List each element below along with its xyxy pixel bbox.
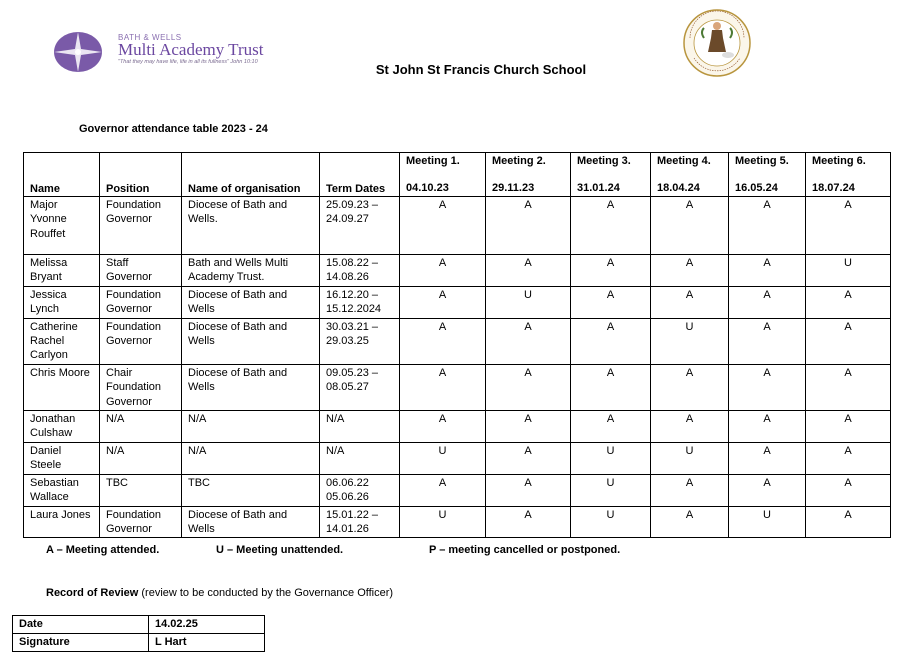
governor-term-dates: 15.01.22 – 14.01.26: [320, 506, 400, 538]
attendance-cell: U: [571, 442, 651, 474]
attendance-cell: A: [400, 197, 486, 255]
governor-position: Foundation Governor: [100, 318, 182, 364]
governor-name: Melissa Bryant: [24, 255, 100, 287]
legend-cancelled: P – meeting cancelled or postponed.: [429, 544, 621, 556]
meeting-date: 31.01.24: [577, 182, 620, 195]
attendance-cell: A: [571, 364, 651, 410]
attendance-cell: A: [400, 318, 486, 364]
attendance-cell: A: [729, 318, 806, 364]
header-name: Name: [24, 153, 100, 197]
governor-name: Major Yvonne Rouffet: [24, 197, 100, 255]
attendance-cell: U: [806, 255, 891, 287]
meeting-date: 16.05.24: [735, 182, 778, 195]
legend-unattended: U – Meeting unattended.: [216, 544, 344, 556]
attendance-cell: A: [571, 286, 651, 318]
header-position: Position: [100, 153, 182, 197]
attendance-cell: A: [651, 474, 729, 506]
governor-position: Chair Foundation Governor: [100, 364, 182, 410]
attendance-cell: A: [806, 286, 891, 318]
meeting-date: 18.07.24: [812, 182, 855, 195]
attendance-cell: A: [651, 411, 729, 443]
attendance-cell: A: [729, 474, 806, 506]
table-row: [24, 411, 891, 443]
attendance-cell: U: [651, 318, 729, 364]
meeting-date: 29.11.23: [492, 182, 535, 195]
attendance-cell: A: [651, 255, 729, 287]
school-title: St John St Francis Church School: [375, 62, 587, 77]
date-value: 14.02.25: [149, 616, 265, 634]
trust-logo-line1: BATH & WELLS: [118, 33, 182, 42]
attendance-cell: A: [486, 506, 571, 538]
governor-term-dates: 25.09.23 – 24.09.27: [320, 197, 400, 255]
trust-logo-name: Multi Academy Trust: [118, 40, 264, 59]
governor-term-dates: 06.06.22 05.06.26: [320, 474, 400, 506]
governor-name: Daniel Steele: [24, 442, 100, 474]
meeting-label: Meeting 2.: [492, 155, 546, 167]
attendance-cell: A: [400, 286, 486, 318]
record-of-review: [46, 587, 393, 599]
header-term-dates: Term Dates: [320, 153, 400, 197]
attendance-cell: U: [729, 506, 806, 538]
attendance-cell: A: [806, 318, 891, 364]
governor-name: Jonathan Culshaw: [24, 411, 100, 443]
header-meeting-2: [486, 153, 571, 197]
governor-name: Catherine Rachel Carlyon: [24, 318, 100, 364]
attendance-cell: A: [651, 506, 729, 538]
attendance-cell: A: [729, 442, 806, 474]
governor-position: TBC: [100, 474, 182, 506]
governor-term-dates: 09.05.23 – 08.05.27: [320, 364, 400, 410]
meeting-date: 04.10.23: [406, 182, 449, 195]
attendance-cell: A: [806, 197, 891, 255]
governor-term-dates: 30.03.21 – 29.03.25: [320, 318, 400, 364]
header-meeting-3: [571, 153, 651, 197]
governor-organisation: N/A: [182, 411, 320, 443]
table-row: [24, 474, 891, 506]
attendance-cell: A: [806, 364, 891, 410]
attendance-cell: A: [651, 286, 729, 318]
attendance-cell: U: [571, 506, 651, 538]
meeting-date: 18.04.24: [657, 182, 700, 195]
meeting-label: Meeting 5.: [735, 155, 789, 167]
attendance-cell: A: [729, 286, 806, 318]
governor-term-dates: 15.08.22 – 14.08.26: [320, 255, 400, 287]
header-meeting-5: [729, 153, 806, 197]
header-meeting-6: [806, 153, 891, 197]
governor-position: Staff Governor: [100, 255, 182, 287]
attendance-cell: A: [400, 411, 486, 443]
meeting-label: Meeting 1.: [406, 155, 460, 167]
attendance-cell: A: [486, 442, 571, 474]
meeting-label: Meeting 3.: [577, 155, 631, 167]
governor-term-dates: N/A: [320, 442, 400, 474]
governor-organisation: Diocese of Bath and Wells: [182, 506, 320, 538]
attendance-cell: U: [400, 506, 486, 538]
attendance-cell: A: [486, 318, 571, 364]
governor-organisation: Bath and Wells Multi Academy Trust.: [182, 255, 320, 287]
governor-position: N/A: [100, 411, 182, 443]
governor-organisation: Diocese of Bath and Wells: [182, 286, 320, 318]
attendance-cell: A: [400, 474, 486, 506]
signoff-row-date: [13, 616, 265, 634]
attendance-table: [23, 152, 891, 538]
table-row: [24, 286, 891, 318]
governor-term-dates: 16.12.20 – 15.12.2024: [320, 286, 400, 318]
header-meeting-1: [400, 153, 486, 197]
meeting-label: Meeting 4.: [657, 155, 711, 167]
governor-organisation: Diocese of Bath and Wells.: [182, 197, 320, 255]
attendance-cell: U: [400, 442, 486, 474]
governor-position: N/A: [100, 442, 182, 474]
table-row: [24, 318, 891, 364]
governor-organisation: TBC: [182, 474, 320, 506]
attendance-cell: A: [571, 411, 651, 443]
governor-position: Foundation Governor: [100, 197, 182, 255]
governor-organisation: Diocese of Bath and Wells: [182, 364, 320, 410]
table-title: Governor attendance table 2023 - 24: [79, 123, 268, 135]
attendance-cell: A: [729, 197, 806, 255]
attendance-cell: A: [806, 474, 891, 506]
attendance-cell: A: [486, 474, 571, 506]
attendance-cell: A: [806, 506, 891, 538]
header-meeting-4: [651, 153, 729, 197]
table-row: [24, 197, 891, 255]
governor-position: Foundation Governor: [100, 286, 182, 318]
attendance-cell: A: [729, 255, 806, 287]
legend-attended: A – Meeting attended.: [46, 544, 160, 556]
attendance-cell: U: [651, 442, 729, 474]
governor-name: Jessica Lynch: [24, 286, 100, 318]
attendance-cell: A: [806, 411, 891, 443]
governor-position: Foundation Governor: [100, 506, 182, 538]
attendance-cell: A: [729, 411, 806, 443]
table-header-row: [24, 153, 891, 197]
attendance-cell: A: [806, 442, 891, 474]
governor-name: Sebastian Wallace: [24, 474, 100, 506]
attendance-cell: A: [651, 364, 729, 410]
attendance-cell: A: [400, 255, 486, 287]
attendance-cell: A: [651, 197, 729, 255]
attendance-cell: A: [486, 411, 571, 443]
attendance-cell: A: [486, 364, 571, 410]
governor-term-dates: N/A: [320, 411, 400, 443]
signature-value: L Hart: [149, 634, 265, 652]
signoff-row-signature: [13, 634, 265, 652]
table-row: [24, 506, 891, 538]
attendance-cell: A: [571, 318, 651, 364]
table-row: [24, 255, 891, 287]
attendance-cell: U: [571, 474, 651, 506]
trust-logo-motto: "That they may have life, life in all its fullness" John 10:10: [118, 59, 258, 65]
governor-organisation: Diocese of Bath and Wells: [182, 318, 320, 364]
signature-label: Signature: [13, 634, 149, 652]
table-row: [24, 364, 891, 410]
attendance-cell: A: [400, 364, 486, 410]
meeting-label: Meeting 6.: [812, 155, 866, 167]
attendance-cell: A: [571, 197, 651, 255]
governor-organisation: N/A: [182, 442, 320, 474]
governor-name: Laura Jones: [24, 506, 100, 538]
review-label: Record of Review: [46, 587, 139, 599]
attendance-cell: A: [571, 255, 651, 287]
table-row: [24, 442, 891, 474]
attendance-cell: A: [486, 197, 571, 255]
review-note: (review to be conducted by the Governance Officer): [138, 587, 394, 599]
attendance-cell: A: [486, 255, 571, 287]
header-organisation: Name of organisation: [182, 153, 320, 197]
attendance-cell: A: [729, 364, 806, 410]
governor-name: Chris Moore: [24, 364, 100, 410]
attendance-cell: U: [486, 286, 571, 318]
date-label: Date: [13, 616, 149, 634]
signoff-table: [12, 615, 265, 652]
